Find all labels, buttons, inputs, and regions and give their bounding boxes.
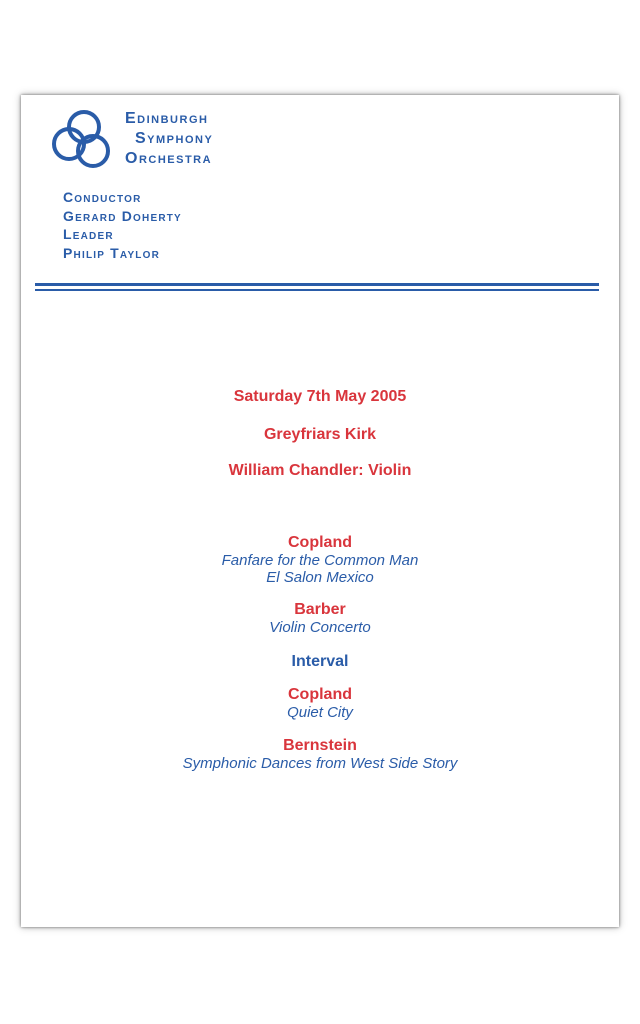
programme-item — [21, 737, 619, 772]
conductor-label: Conductor — [63, 189, 142, 205]
concert-date: Saturday 7th May 2005 — [233, 388, 407, 405]
programme-item — [21, 601, 619, 636]
composer-name: Copland — [288, 686, 352, 703]
conductor-name: Gerard Doherty — [63, 207, 182, 224]
header-rule-top — [35, 283, 599, 286]
programme-sheet — [21, 95, 619, 927]
programme-item — [21, 534, 619, 586]
work-title: Quiet City — [287, 704, 353, 721]
eso-logo-icon — [51, 107, 117, 169]
work-title: Violin Concerto — [269, 619, 371, 636]
orchestra-name-line3: Orchestra — [125, 150, 213, 167]
composer-name: Barber — [294, 601, 346, 618]
composer-name: Copland — [288, 534, 352, 551]
orchestra-name — [125, 109, 213, 169]
staff-credits — [63, 188, 182, 262]
leader-name: Philip Taylor — [63, 244, 161, 261]
composer-name: Bernstein — [283, 737, 357, 754]
header-rule-bottom — [35, 289, 599, 291]
work-title: Fanfare for the Common Man — [221, 552, 419, 569]
orchestra-name-line2: Symphony — [135, 130, 214, 147]
programme-item — [21, 686, 619, 721]
leader-label: Leader — [63, 226, 114, 242]
work-title: El Salon Mexico — [266, 569, 374, 586]
work-title: Symphonic Dances from West Side Story — [182, 755, 458, 772]
interval-label: Interval — [291, 653, 349, 670]
soloist: William Chandler: Violin — [228, 462, 412, 479]
orchestra-name-line1: Edinburgh — [125, 110, 209, 127]
concert-venue: Greyfriars Kirk — [263, 426, 377, 443]
